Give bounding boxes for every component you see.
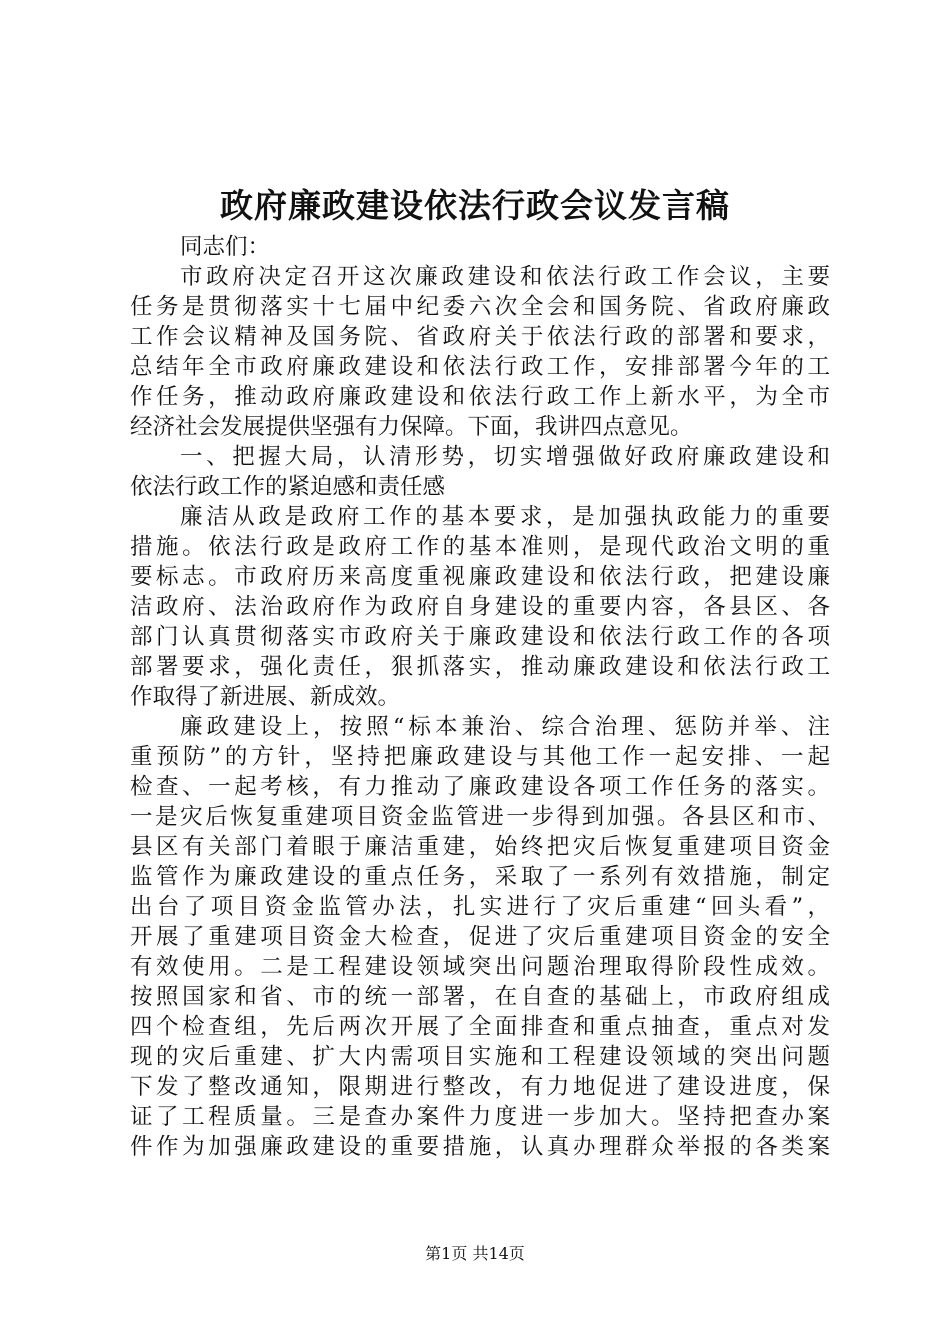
text-line: 四个检查组，先后两次开展了全面排查和重点抽查，重点对发	[130, 1014, 830, 1040]
text-line: 市政府决定召开这次廉政建设和依法行政工作会议，主要	[180, 264, 830, 290]
text-line: 任务是贯彻落实十七届中纪委六次全会和国务院、省政府廉政	[130, 294, 830, 320]
text-line: 重预防”的方针，坚持把廉政建设与其他工作一起安排、一起	[130, 744, 830, 770]
text-line: 廉政建设上，按照“标本兼治、综合治理、惩防并举、注	[180, 714, 830, 740]
text-line: 按照国家和省、市的统一部署，在自查的基础上，市政府组成	[130, 984, 830, 1010]
text-line: 件作为加强廉政建设的重要措施，认真办理群众举报的各类案	[130, 1134, 830, 1160]
text-line: 出台了项目资金监管办法，扎实进行了灾后重建“回头看”，	[130, 894, 830, 920]
text-line: 经济社会发展提供坚强有力保障。下面，我讲四点意见。	[130, 414, 693, 440]
text-line: 要标志。市政府历来高度重视廉政建设和依法行政，把建设廉	[130, 564, 830, 590]
document-body	[130, 232, 830, 1162]
text-line: 作取得了新进展、新成效。	[130, 684, 401, 710]
salutation: 同志们：	[180, 234, 271, 260]
text-line: 监管作为廉政建设的重点任务，采取了一系列有效措施，制定	[130, 864, 830, 890]
text-line: 一是灾后恢复重建项目资金监管进一步得到加强。各县区和市、	[130, 804, 830, 830]
text-line: 开展了重建项目资金大检查，促进了灾后重建项目资金的安全	[130, 924, 830, 950]
text-line: 廉洁从政是政府工作的基本要求，是加强执政能力的重要	[180, 504, 830, 530]
text-line: 有效使用。二是工程建设领域突出问题治理取得阶段性成效。	[130, 954, 830, 980]
text-line: 部门认真贯彻落实市政府关于廉政建设和依法行政工作的各项	[130, 624, 830, 650]
text-line: 作任务，推动政府廉政建设和依法行政工作上新水平，为全市	[130, 384, 830, 410]
document-title: 政府廉政建设依法行政会议发言稿	[220, 186, 730, 225]
text-line: 现的灾后重建、扩大内需项目实施和工程建设领域的突出问题	[130, 1044, 830, 1070]
text-line: 措施。依法行政是政府工作的基本准则，是现代政治文明的重	[130, 534, 830, 560]
text-line: 检查、一起考核，有力推动了廉政建设各项工作任务的落实。	[130, 774, 830, 800]
text-line: 工作会议精神及国务院、省政府关于依法行政的部署和要求，	[130, 324, 830, 350]
text-line: 证了工程质量。三是查办案件力度进一步加大。坚持把查办案	[130, 1104, 830, 1130]
section-heading-line: 一、把握大局，认清形势，切实增强做好政府廉政建设和	[180, 444, 830, 470]
text-line: 总结年全市政府廉政建设和依法行政工作，安排部署今年的工	[130, 354, 830, 380]
text-line: 县区有关部门着眼于廉洁重建，始终把灾后恢复重建项目资金	[130, 834, 830, 860]
text-line: 下发了整改通知，限期进行整改，有力地促进了建设进度，保	[130, 1074, 830, 1100]
text-line: 部署要求，强化责任，狠抓落实，推动廉政建设和依法行政工	[130, 654, 830, 680]
page-number-footer: 第1页 共14页	[425, 1244, 525, 1263]
text-line: 洁政府、法治政府作为政府自身建设的重要内容，各县区、各	[130, 594, 830, 620]
section-heading-line: 依法行政工作的紧迫感和责任感	[130, 474, 446, 500]
